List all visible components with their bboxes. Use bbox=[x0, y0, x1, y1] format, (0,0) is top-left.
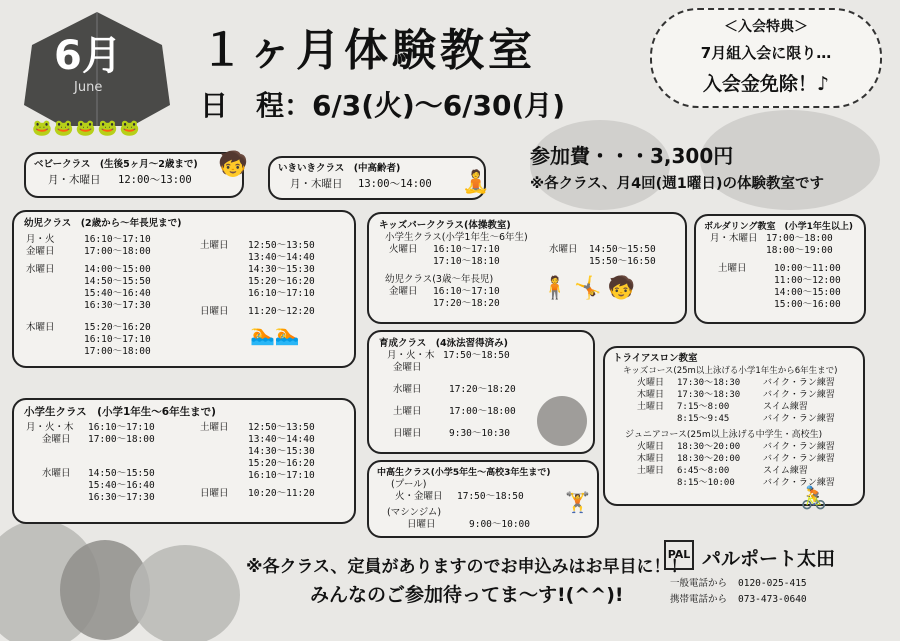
schedule-row bbox=[704, 233, 856, 245]
triathlon-title: トライアスロン教室 bbox=[613, 353, 698, 364]
day-label: 月・火 bbox=[26, 234, 55, 245]
time-value: 18:30〜20:00 bbox=[677, 454, 741, 464]
shougaku-class-box bbox=[12, 398, 356, 524]
schedule-row bbox=[379, 362, 583, 374]
time-value: 16:10〜17:10 bbox=[433, 244, 500, 255]
time-value: 9:30〜10:30 bbox=[449, 428, 510, 439]
time-value: 17:30〜18:30 bbox=[677, 378, 741, 388]
time-value: 8:15〜10:00 bbox=[677, 478, 735, 488]
day-label: 火・金曜日 bbox=[395, 491, 443, 502]
time-value: 15:20〜16:20 bbox=[248, 276, 315, 287]
ikiiki-class-day: 月・木曜日 bbox=[290, 178, 343, 190]
time-value: 14:50〜15:50 bbox=[88, 468, 155, 479]
day-label: 月・火・木 bbox=[26, 422, 74, 433]
time-value: 15:20〜16:20 bbox=[248, 458, 315, 469]
schedule-row bbox=[704, 299, 856, 311]
time-value: 16:10〜17:10 bbox=[84, 334, 151, 345]
ikiiki-class-box bbox=[268, 156, 486, 200]
schedule-row bbox=[26, 468, 155, 480]
time-value: 17:00〜18:00 bbox=[84, 246, 151, 257]
schedule-row bbox=[613, 401, 855, 413]
schedule-row bbox=[379, 256, 675, 268]
note-value: バイク・ラン練習 bbox=[763, 442, 835, 452]
schedule-row bbox=[26, 346, 151, 358]
baby-class-time: 12:00〜13:00 bbox=[118, 174, 192, 186]
time-value: 17:30〜18:30 bbox=[677, 390, 741, 400]
contact-row bbox=[670, 578, 807, 590]
decoration-blob bbox=[130, 545, 240, 641]
schedule-row bbox=[613, 453, 855, 465]
shougaku-class-title: 小学生クラス (小学1年生〜6年生まで) bbox=[24, 406, 216, 418]
day-label: 土曜日 bbox=[393, 406, 422, 417]
time-value: 16:30〜17:30 bbox=[84, 300, 151, 311]
note-value: バイク・ラン練習 bbox=[763, 390, 835, 400]
day-label: 水曜日 bbox=[26, 264, 55, 275]
time-value: 17:50〜18:50 bbox=[457, 491, 524, 502]
shougaku-left-schedule bbox=[26, 422, 155, 504]
perk-cloud bbox=[650, 8, 882, 108]
elder-illustration-icon: 🧘 bbox=[462, 170, 490, 195]
day-label: 火曜日 bbox=[389, 244, 418, 255]
schedule-row bbox=[377, 491, 589, 503]
time-value: 14:00〜15:00 bbox=[84, 264, 151, 275]
time-value: 17:20〜18:20 bbox=[433, 298, 500, 309]
time-value: 17:20〜18:20 bbox=[449, 384, 516, 395]
schedule-row bbox=[704, 287, 856, 299]
schedule-row bbox=[613, 465, 855, 477]
time-value: 10:20〜11:20 bbox=[248, 488, 315, 499]
time-value: 16:10〜17:10 bbox=[88, 422, 155, 433]
time-value: 15:50〜16:50 bbox=[589, 256, 656, 267]
schedule-dates: 6/3(火)〜6/30(月) bbox=[312, 89, 566, 122]
chuukou-class-title: 中高生クラス(小学5年生〜高校3年生まで) bbox=[377, 468, 551, 478]
chuukou-machine-label: (マシンジム) bbox=[387, 507, 442, 518]
time-value: 11:20〜12:20 bbox=[248, 306, 315, 317]
schedule-row bbox=[26, 480, 155, 492]
time-value: 18:00〜19:00 bbox=[766, 245, 833, 256]
contact-label: 携帯電話から bbox=[670, 594, 728, 605]
time-value: 10:00〜11:00 bbox=[774, 263, 841, 274]
note-value: バイク・ラン練習 bbox=[763, 454, 835, 464]
baby-illustration-icon: 🧒 bbox=[218, 150, 248, 178]
fee-value: 3,300円 bbox=[650, 144, 734, 168]
day-label: 金曜日 bbox=[42, 434, 71, 445]
month-badge bbox=[22, 10, 172, 128]
day-label: 火曜日 bbox=[637, 378, 665, 388]
kids-park-box bbox=[367, 212, 687, 324]
note-value: バイク・ラン練習 bbox=[763, 414, 835, 424]
shougaku-right-schedule bbox=[200, 422, 315, 500]
contact-label: 一般電話から bbox=[670, 578, 728, 589]
time-value: 15:00〜16:00 bbox=[774, 299, 841, 310]
kids-park-sub1: 小学生クラス(小学1年生〜6年生) bbox=[385, 232, 528, 243]
youji-class-title: 幼児クラス (2歳から〜年長児まで) bbox=[24, 218, 182, 229]
time-value: 13:40〜14:40 bbox=[248, 434, 315, 445]
schedule-row bbox=[26, 334, 151, 346]
day-label: 水曜日 bbox=[549, 244, 578, 255]
day-label: 金曜日 bbox=[393, 362, 422, 373]
contact-block bbox=[670, 578, 807, 606]
day-label: 日曜日 bbox=[407, 519, 436, 530]
brand-logo-text: PAL bbox=[667, 548, 691, 561]
day-label: 土曜日 bbox=[718, 263, 747, 274]
day-label: 日曜日 bbox=[200, 306, 229, 317]
chuukou-class-box bbox=[367, 460, 599, 538]
schedule-row bbox=[26, 234, 151, 246]
page-title: １ヶ月体験教室 bbox=[200, 25, 536, 76]
footer-notice: ※各クラス、定員がありますのでお申込みはお早目に！！ bbox=[246, 557, 688, 577]
schedule-row bbox=[26, 264, 151, 276]
perk-title: ＜入会特典＞ bbox=[724, 19, 808, 35]
ikusei-box bbox=[367, 330, 595, 454]
time-value: 15:40〜16:40 bbox=[88, 480, 155, 491]
kids-park-sub2: 幼児クラス(3歳〜年長児) bbox=[385, 274, 494, 285]
day-label: 火曜日 bbox=[637, 442, 665, 452]
time-value: 15:20〜16:20 bbox=[84, 322, 151, 333]
bouldering-box bbox=[694, 214, 866, 324]
schedule-label: 日 程： bbox=[200, 89, 313, 122]
time-value: 18:30〜20:00 bbox=[677, 442, 741, 452]
month-label: 6月 bbox=[54, 33, 122, 79]
time-value: 16:10〜17:10 bbox=[433, 286, 500, 297]
time-value: 7:15〜8:00 bbox=[677, 402, 730, 412]
youji-right-schedule bbox=[200, 240, 315, 318]
schedule-row bbox=[26, 288, 151, 300]
time-value: 17:00〜18:00 bbox=[449, 406, 516, 417]
triathlon-kids-title: キッズコース(25m以上泳げる小学1年生から6年生まで) bbox=[623, 366, 838, 376]
schedule-row bbox=[613, 377, 855, 389]
fee-label: 参加費・・・ bbox=[530, 144, 650, 168]
time-value: 14:30〜15:30 bbox=[248, 264, 315, 275]
frogs-decoration: 🐸🐸🐸🐸🐸 bbox=[32, 118, 142, 137]
time-value: 17:00〜18:00 bbox=[766, 233, 833, 244]
time-value: 17:50〜18:50 bbox=[443, 350, 510, 361]
decoration-blob bbox=[537, 396, 587, 446]
chuukou-pool-label: (プール) bbox=[391, 479, 427, 490]
schedule-row bbox=[26, 492, 155, 504]
ikiiki-class-title: いきいきクラス (中高齢者) bbox=[278, 163, 401, 174]
youji-left-schedule bbox=[26, 234, 151, 358]
note-value: スイム練習 bbox=[763, 402, 808, 412]
schedule-row bbox=[26, 434, 155, 446]
time-value: 14:50〜15:50 bbox=[84, 276, 151, 287]
schedule-row bbox=[379, 384, 583, 396]
schedule-row bbox=[26, 246, 151, 258]
time-value: 9:00〜10:00 bbox=[469, 519, 530, 530]
footer-invite: みんなのご参加待ってま〜す!(^^)! bbox=[310, 584, 624, 606]
contact-number: 073-473-0640 bbox=[738, 594, 807, 605]
contact-row bbox=[670, 594, 807, 606]
time-value: 14:30〜15:30 bbox=[248, 446, 315, 457]
perk-line2: 入会金免除！♪ bbox=[702, 73, 830, 95]
gym-illustration-icon: 🏋 bbox=[565, 490, 590, 514]
day-label: 月・火・木 bbox=[387, 350, 435, 361]
day-label: 日曜日 bbox=[200, 488, 229, 499]
schedule-row bbox=[379, 350, 583, 362]
ikiiki-class-time: 13:00〜14:00 bbox=[358, 178, 432, 190]
triathlon-box bbox=[603, 346, 865, 506]
contact-number: 0120-025-415 bbox=[738, 578, 807, 589]
youji-class-box bbox=[12, 210, 356, 368]
baby-class-title: ベビークラス (生後5ヶ月〜2歳まで) bbox=[34, 159, 198, 170]
time-value: 14:50〜15:50 bbox=[589, 244, 656, 255]
time-value: 11:00〜12:00 bbox=[774, 275, 841, 286]
time-value: 16:10〜17:10 bbox=[248, 470, 315, 481]
kids-park-title: キッズパーククラス(体操教室) bbox=[379, 220, 511, 231]
day-label: 日曜日 bbox=[393, 428, 422, 439]
day-label: 木曜日 bbox=[637, 454, 665, 464]
schedule-row bbox=[26, 300, 151, 312]
brand-logo bbox=[664, 540, 694, 570]
brand-name: パルポート太田 bbox=[702, 548, 836, 570]
schedule-row bbox=[613, 413, 855, 425]
time-value: 8:15〜9:45 bbox=[677, 414, 730, 424]
day-label: 金曜日 bbox=[389, 286, 418, 297]
schedule-row bbox=[377, 519, 589, 531]
swimmers-illustration-icon: 🏊🏊 bbox=[250, 322, 300, 346]
note-value: スイム練習 bbox=[763, 466, 808, 476]
schedule-row bbox=[26, 322, 151, 334]
day-label: 土曜日 bbox=[200, 240, 229, 251]
time-value: 16:10〜17:10 bbox=[248, 288, 315, 299]
day-label: 金曜日 bbox=[26, 246, 55, 257]
day-label: 土曜日 bbox=[637, 466, 665, 476]
schedule-row bbox=[613, 441, 855, 453]
triathlon-junior-title: ジュニアコース(25m以上泳げる中学生・高校生) bbox=[625, 430, 823, 440]
ikusei-title: 育成クラス (4泳法習得済み) bbox=[379, 338, 509, 349]
day-label: 月・木曜日 bbox=[710, 233, 758, 244]
time-value: 12:50〜13:50 bbox=[248, 422, 315, 433]
day-label: 土曜日 bbox=[200, 422, 229, 433]
ikiiki-class-row bbox=[278, 178, 476, 191]
cyclist-illustration-icon: 🚴 bbox=[800, 486, 828, 511]
baby-class-day: 月・木曜日 bbox=[48, 174, 101, 186]
schedule-row bbox=[26, 422, 155, 434]
perk-line1: 7月組入会に限り… bbox=[700, 44, 832, 62]
fee-line bbox=[530, 140, 733, 169]
bouldering-title: ボルダリング教室 (小学1年生以上) bbox=[704, 222, 853, 232]
day-label: 土曜日 bbox=[637, 402, 665, 412]
time-value: 15:40〜16:40 bbox=[84, 288, 151, 299]
schedule-row bbox=[379, 244, 675, 256]
time-value: 16:30〜17:30 bbox=[88, 492, 155, 503]
time-value: 14:00〜15:00 bbox=[774, 287, 841, 298]
time-value: 17:00〜18:00 bbox=[88, 434, 155, 445]
month-sub: June bbox=[74, 80, 103, 95]
schedule-row bbox=[704, 263, 856, 275]
time-value: 17:10〜18:10 bbox=[433, 256, 500, 267]
schedule-line bbox=[200, 84, 565, 124]
day-label: 木曜日 bbox=[26, 322, 55, 333]
note-value: バイク・ラン練習 bbox=[763, 478, 835, 488]
day-label: 水曜日 bbox=[393, 384, 422, 395]
time-value: 6:45〜8:00 bbox=[677, 466, 730, 476]
schedule-row bbox=[613, 389, 855, 401]
day-label: 水曜日 bbox=[42, 468, 71, 479]
schedule-row bbox=[704, 245, 856, 257]
time-value: 17:00〜18:00 bbox=[84, 346, 151, 357]
note-line: ※各クラス、月4回(週1曜日)の体験教室です bbox=[530, 176, 825, 192]
schedule-row bbox=[704, 275, 856, 287]
time-value: 12:50〜13:50 bbox=[248, 240, 315, 251]
baby-class-box bbox=[24, 152, 244, 198]
day-label: 木曜日 bbox=[637, 390, 665, 400]
schedule-row bbox=[26, 276, 151, 288]
note-value: バイク・ラン練習 bbox=[763, 378, 835, 388]
time-value: 16:10〜17:10 bbox=[84, 234, 151, 245]
time-value: 13:40〜14:40 bbox=[248, 252, 315, 263]
baby-class-row bbox=[34, 174, 234, 187]
gym-kids-illustration-icon: 🧍🤸🧒 bbox=[541, 276, 642, 301]
